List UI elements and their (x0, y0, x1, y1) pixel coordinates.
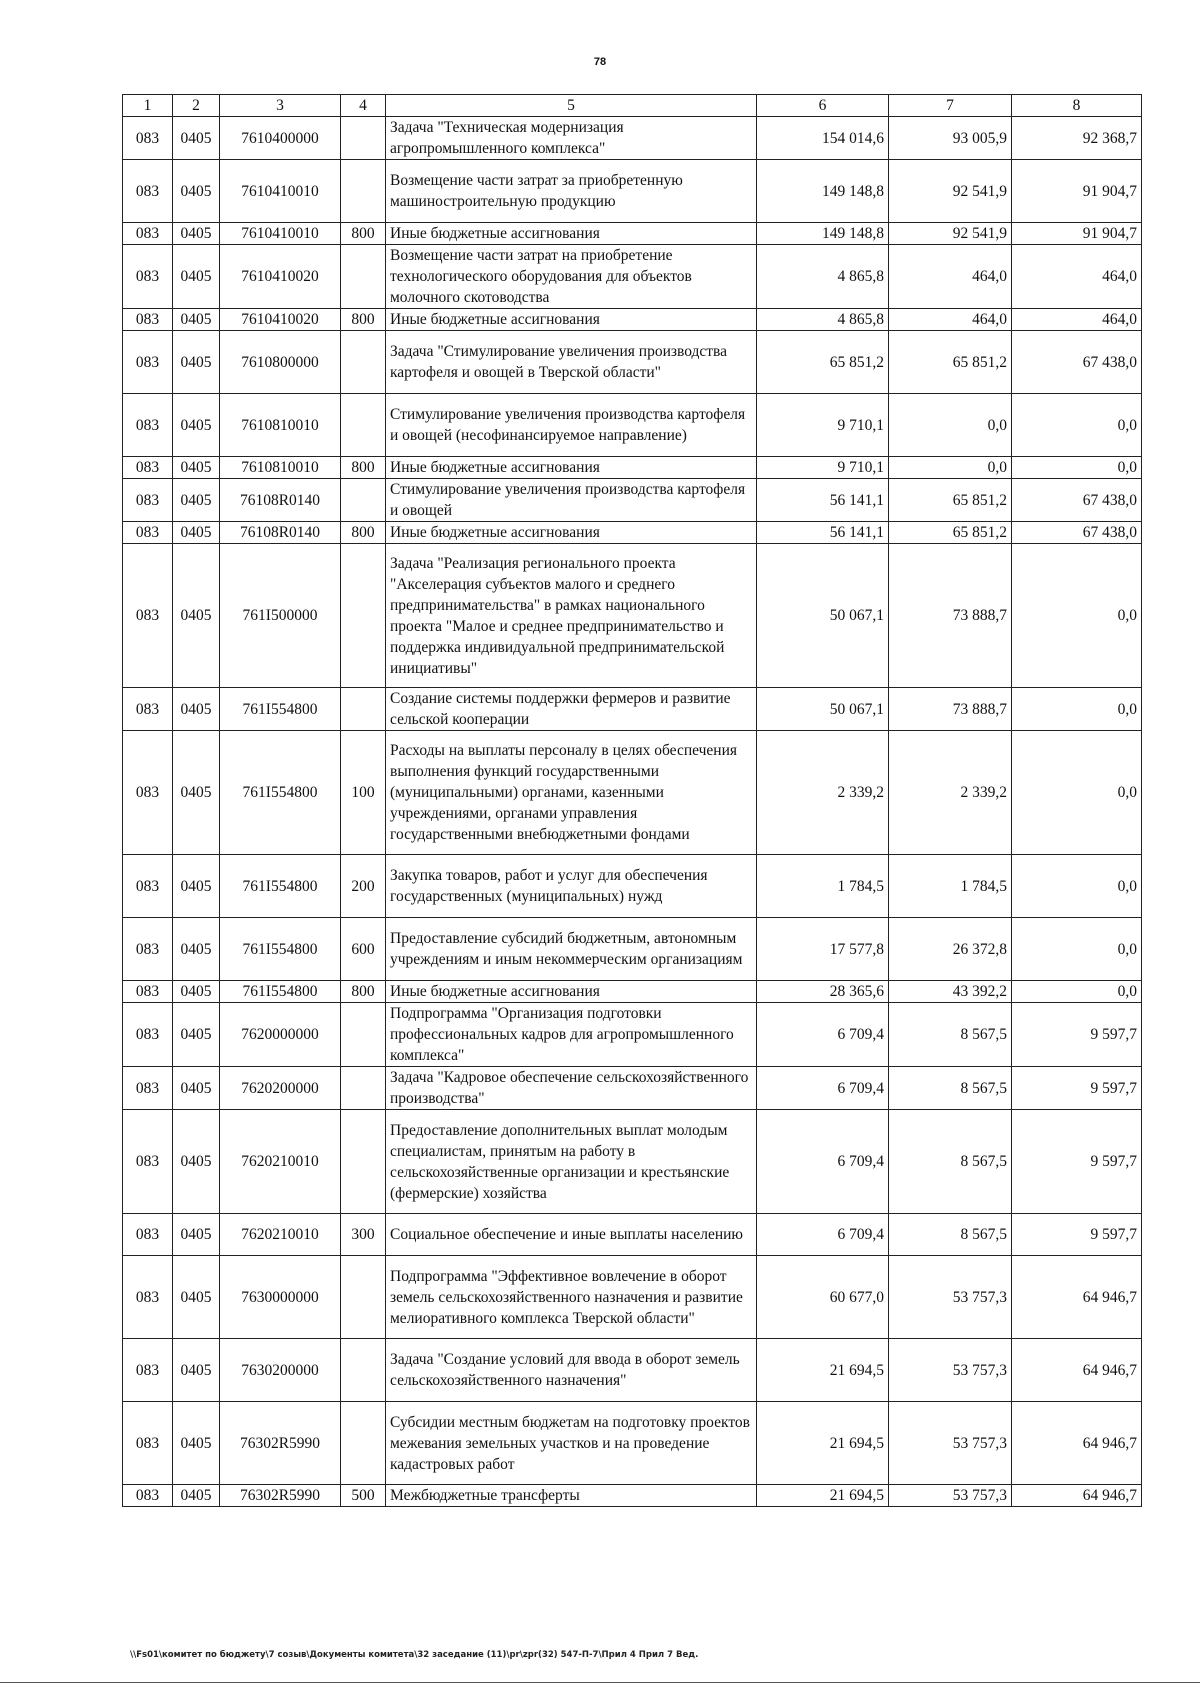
description-cell: Предоставление субсидий бюджетным, автономным учреждениям и иным некоммерческим организациям (386, 918, 757, 981)
table-row (123, 457, 1142, 479)
target-article-cell: 7620200000 (220, 1067, 341, 1110)
target-article-cell: 761I554800 (220, 731, 341, 855)
expense-type-cell (341, 1003, 386, 1067)
target-article-cell: 7610410020 (220, 309, 341, 331)
expense-type-cell (341, 1402, 386, 1485)
target-article-cell: 761I554800 (220, 855, 341, 918)
target-article-cell: 7610810010 (220, 394, 341, 457)
amount-year-3-cell: 9 597,7 (1012, 1110, 1142, 1214)
target-article-cell: 7620210010 (220, 1110, 341, 1214)
description-cell: Расходы на выплаты персоналу в целях обеспечения выполнения функций государственными (муниципальными) органами, казенными учреждениями, органами управления государственными внебюджетными фондами (386, 731, 757, 855)
amount-year-1-cell: 17 577,8 (757, 918, 889, 981)
description-cell: Стимулирование увеличения производства картофеля и овощей (несофинансируемое направление) (386, 394, 757, 457)
amount-year-1-cell: 9 710,1 (757, 394, 889, 457)
column-header-7: 7 (889, 95, 1012, 117)
amount-year-2-cell: 65 851,2 (889, 522, 1012, 544)
table-row (123, 117, 1142, 160)
amount-year-2-cell: 1 784,5 (889, 855, 1012, 918)
amount-year-1-cell: 4 865,8 (757, 245, 889, 309)
table-row (123, 309, 1142, 331)
table-row (123, 223, 1142, 245)
amount-year-1-cell: 9 710,1 (757, 457, 889, 479)
column-header-6: 6 (757, 95, 889, 117)
amount-year-1-cell: 50 067,1 (757, 688, 889, 731)
amount-year-2-cell: 0,0 (889, 394, 1012, 457)
admin-code-cell: 083 (123, 918, 173, 981)
target-article-cell: 76108R0140 (220, 479, 341, 522)
target-article-cell: 7620000000 (220, 1003, 341, 1067)
admin-code-cell: 083 (123, 331, 173, 394)
amount-year-1-cell: 154 014,6 (757, 117, 889, 160)
target-article-cell: 7610800000 (220, 331, 341, 394)
amount-year-1-cell: 1 784,5 (757, 855, 889, 918)
amount-year-2-cell: 2 339,2 (889, 731, 1012, 855)
target-article-cell: 76302R5990 (220, 1402, 341, 1485)
expense-type-cell: 100 (341, 731, 386, 855)
admin-code-cell: 083 (123, 855, 173, 918)
section-code-cell: 0405 (173, 544, 220, 688)
admin-code-cell: 083 (123, 1067, 173, 1110)
amount-year-1-cell: 6 709,4 (757, 1003, 889, 1067)
description-cell: Создание системы поддержки фермеров и развитие сельской кооперации (386, 688, 757, 731)
amount-year-2-cell: 8 567,5 (889, 1003, 1012, 1067)
table-row (123, 918, 1142, 981)
description-cell: Предоставление дополнительных выплат молодым специалистам, принятым на работу в сельскохозяйственные организации и крестьянские (фермерские) хозяйства (386, 1110, 757, 1214)
admin-code-cell: 083 (123, 1339, 173, 1402)
column-header-1: 1 (123, 95, 173, 117)
admin-code-cell: 083 (123, 394, 173, 457)
section-code-cell: 0405 (173, 479, 220, 522)
amount-year-2-cell: 53 757,3 (889, 1402, 1012, 1485)
table-row (123, 245, 1142, 309)
amount-year-1-cell: 21 694,5 (757, 1402, 889, 1485)
target-article-cell: 7630200000 (220, 1339, 341, 1402)
amount-year-2-cell: 53 757,3 (889, 1339, 1012, 1402)
amount-year-3-cell: 0,0 (1012, 394, 1142, 457)
expense-type-cell: 800 (341, 309, 386, 331)
amount-year-1-cell: 6 709,4 (757, 1214, 889, 1256)
admin-code-cell: 083 (123, 731, 173, 855)
table-row (123, 1110, 1142, 1214)
amount-year-1-cell: 4 865,8 (757, 309, 889, 331)
section-code-cell: 0405 (173, 117, 220, 160)
target-article-cell: 7610410010 (220, 223, 341, 245)
target-article-cell: 761I554800 (220, 688, 341, 731)
amount-year-2-cell: 0,0 (889, 457, 1012, 479)
target-article-cell: 7610400000 (220, 117, 341, 160)
amount-year-2-cell: 43 392,2 (889, 981, 1012, 1003)
expense-type-cell: 800 (341, 457, 386, 479)
amount-year-3-cell: 0,0 (1012, 918, 1142, 981)
column-number-row (123, 95, 1142, 117)
table-row (123, 981, 1142, 1003)
admin-code-cell: 083 (123, 309, 173, 331)
expense-type-cell (341, 245, 386, 309)
description-cell: Задача "Создание условий для ввода в оборот земель сельскохозяйственного назначения" (386, 1339, 757, 1402)
page-bottom-rule (0, 1682, 1200, 1683)
description-cell: Межбюджетные трансферты (386, 1485, 757, 1507)
expense-type-cell (341, 117, 386, 160)
amount-year-2-cell: 73 888,7 (889, 688, 1012, 731)
admin-code-cell: 083 (123, 981, 173, 1003)
section-code-cell: 0405 (173, 1485, 220, 1507)
table-row (123, 855, 1142, 918)
amount-year-3-cell: 9 597,7 (1012, 1003, 1142, 1067)
amount-year-3-cell: 67 438,0 (1012, 479, 1142, 522)
amount-year-3-cell: 91 904,7 (1012, 223, 1142, 245)
section-code-cell: 0405 (173, 1402, 220, 1485)
admin-code-cell: 083 (123, 1256, 173, 1339)
expense-type-cell: 300 (341, 1214, 386, 1256)
description-cell: Закупка товаров, работ и услуг для обеспечения государственных (муниципальных) нужд (386, 855, 757, 918)
target-article-cell: 7620210010 (220, 1214, 341, 1256)
description-cell: Иные бюджетные ассигнования (386, 522, 757, 544)
description-cell: Задача "Стимулирование увеличения производства картофеля и овощей в Тверской области" (386, 331, 757, 394)
amount-year-3-cell: 67 438,0 (1012, 331, 1142, 394)
admin-code-cell: 083 (123, 544, 173, 688)
amount-year-3-cell: 92 368,7 (1012, 117, 1142, 160)
admin-code-cell: 083 (123, 160, 173, 223)
amount-year-1-cell: 6 709,4 (757, 1110, 889, 1214)
section-code-cell: 0405 (173, 309, 220, 331)
amount-year-3-cell: 0,0 (1012, 544, 1142, 688)
admin-code-cell: 083 (123, 1402, 173, 1485)
section-code-cell: 0405 (173, 457, 220, 479)
amount-year-1-cell: 56 141,1 (757, 479, 889, 522)
expense-type-cell: 800 (341, 223, 386, 245)
target-article-cell: 76302R5990 (220, 1485, 341, 1507)
amount-year-2-cell: 65 851,2 (889, 479, 1012, 522)
expense-type-cell: 800 (341, 522, 386, 544)
description-cell: Субсидии местным бюджетам на подготовку проектов межевания земельных участков и на проведение кадастровых работ (386, 1402, 757, 1485)
table-row (123, 160, 1142, 223)
table-row (123, 731, 1142, 855)
section-code-cell: 0405 (173, 1339, 220, 1402)
amount-year-3-cell: 464,0 (1012, 309, 1142, 331)
expense-type-cell (341, 1067, 386, 1110)
section-code-cell: 0405 (173, 1256, 220, 1339)
admin-code-cell: 083 (123, 117, 173, 160)
amount-year-2-cell: 73 888,7 (889, 544, 1012, 688)
target-article-cell: 76108R0140 (220, 522, 341, 544)
amount-year-2-cell: 92 541,9 (889, 160, 1012, 223)
admin-code-cell: 083 (123, 688, 173, 731)
expense-type-cell: 500 (341, 1485, 386, 1507)
budget-table (122, 94, 1142, 1507)
amount-year-3-cell: 91 904,7 (1012, 160, 1142, 223)
section-code-cell: 0405 (173, 981, 220, 1003)
table-row (123, 479, 1142, 522)
amount-year-1-cell: 65 851,2 (757, 331, 889, 394)
table-row (123, 1402, 1142, 1485)
target-article-cell: 7610410010 (220, 160, 341, 223)
column-header-4: 4 (341, 95, 386, 117)
amount-year-1-cell: 21 694,5 (757, 1485, 889, 1507)
page-number: 78 (593, 56, 607, 68)
description-cell: Иные бюджетные ассигнования (386, 309, 757, 331)
section-code-cell: 0405 (173, 160, 220, 223)
section-code-cell: 0405 (173, 855, 220, 918)
amount-year-2-cell: 26 372,8 (889, 918, 1012, 981)
amount-year-2-cell: 8 567,5 (889, 1067, 1012, 1110)
description-cell: Социальное обеспечение и иные выплаты населению (386, 1214, 757, 1256)
table-row (123, 688, 1142, 731)
section-code-cell: 0405 (173, 223, 220, 245)
description-cell: Иные бюджетные ассигнования (386, 981, 757, 1003)
expense-type-cell (341, 160, 386, 223)
table-row (123, 522, 1142, 544)
target-article-cell: 761I554800 (220, 981, 341, 1003)
description-cell: Задача "Кадровое обеспечение сельскохозяйственного производства" (386, 1067, 757, 1110)
amount-year-1-cell: 149 148,8 (757, 160, 889, 223)
expense-type-cell (341, 394, 386, 457)
column-header-5: 5 (386, 95, 757, 117)
expense-type-cell (341, 1110, 386, 1214)
section-code-cell: 0405 (173, 731, 220, 855)
amount-year-3-cell: 64 946,7 (1012, 1339, 1142, 1402)
table-row (123, 394, 1142, 457)
amount-year-2-cell: 464,0 (889, 245, 1012, 309)
amount-year-3-cell: 464,0 (1012, 245, 1142, 309)
admin-code-cell: 083 (123, 1003, 173, 1067)
description-cell: Иные бюджетные ассигнования (386, 457, 757, 479)
target-article-cell: 761I500000 (220, 544, 341, 688)
section-code-cell: 0405 (173, 1214, 220, 1256)
admin-code-cell: 083 (123, 479, 173, 522)
expense-type-cell (341, 331, 386, 394)
amount-year-2-cell: 8 567,5 (889, 1214, 1012, 1256)
section-code-cell: 0405 (173, 394, 220, 457)
expense-type-cell (341, 1256, 386, 1339)
description-cell: Возмещение части затрат на приобретение технологического оборудования для объектов молочного скотоводства (386, 245, 757, 309)
amount-year-1-cell: 28 365,6 (757, 981, 889, 1003)
amount-year-3-cell: 0,0 (1012, 457, 1142, 479)
amount-year-2-cell: 65 851,2 (889, 331, 1012, 394)
amount-year-3-cell: 64 946,7 (1012, 1485, 1142, 1507)
admin-code-cell: 083 (123, 1110, 173, 1214)
column-header-3: 3 (220, 95, 341, 117)
file-path-footer: \\Fs01\комитет по бюджету\7 созыв\Документы комитета\32 заседание (11)\pr\zpr(32) 547-П-7\Прил 4 Прил 7 Вед. (130, 1650, 699, 1660)
section-code-cell: 0405 (173, 918, 220, 981)
section-code-cell: 0405 (173, 245, 220, 309)
amount-year-1-cell: 149 148,8 (757, 223, 889, 245)
table-row (123, 1214, 1142, 1256)
expense-type-cell (341, 479, 386, 522)
section-code-cell: 0405 (173, 1067, 220, 1110)
amount-year-1-cell: 6 709,4 (757, 1067, 889, 1110)
table-row (123, 1485, 1142, 1507)
amount-year-3-cell: 0,0 (1012, 855, 1142, 918)
expense-type-cell (341, 544, 386, 688)
description-cell: Подпрограмма "Организация подготовки профессиональных кадров для агропромышленного комплекса" (386, 1003, 757, 1067)
amount-year-1-cell: 50 067,1 (757, 544, 889, 688)
column-header-8: 8 (1012, 95, 1142, 117)
table-row (123, 1067, 1142, 1110)
table-row (123, 1339, 1142, 1402)
admin-code-cell: 083 (123, 457, 173, 479)
table-row (123, 544, 1142, 688)
amount-year-1-cell: 2 339,2 (757, 731, 889, 855)
description-cell: Стимулирование увеличения производства картофеля и овощей (386, 479, 757, 522)
description-cell: Возмещение части затрат за приобретенную машиностроительную продукцию (386, 160, 757, 223)
section-code-cell: 0405 (173, 1003, 220, 1067)
description-cell: Подпрограмма "Эффективное вовлечение в оборот земель сельскохозяйственного назначения и развитие мелиоративного комплекса Тверской области" (386, 1256, 757, 1339)
admin-code-cell: 083 (123, 522, 173, 544)
section-code-cell: 0405 (173, 1110, 220, 1214)
expense-type-cell: 800 (341, 981, 386, 1003)
target-article-cell: 7610810010 (220, 457, 341, 479)
description-cell: Задача "Техническая модернизация агропромышленного комплекса" (386, 117, 757, 160)
amount-year-2-cell: 53 757,3 (889, 1256, 1012, 1339)
section-code-cell: 0405 (173, 331, 220, 394)
target-article-cell: 761I554800 (220, 918, 341, 981)
expense-type-cell (341, 688, 386, 731)
admin-code-cell: 083 (123, 1485, 173, 1507)
amount-year-3-cell: 9 597,7 (1012, 1214, 1142, 1256)
expense-type-cell: 200 (341, 855, 386, 918)
expense-type-cell (341, 1339, 386, 1402)
admin-code-cell: 083 (123, 1214, 173, 1256)
description-cell: Иные бюджетные ассигнования (386, 223, 757, 245)
section-code-cell: 0405 (173, 522, 220, 544)
amount-year-2-cell: 92 541,9 (889, 223, 1012, 245)
table-row (123, 1256, 1142, 1339)
table-row (123, 331, 1142, 394)
amount-year-2-cell: 93 005,9 (889, 117, 1012, 160)
amount-year-3-cell: 0,0 (1012, 688, 1142, 731)
amount-year-3-cell: 0,0 (1012, 731, 1142, 855)
target-article-cell: 7610410020 (220, 245, 341, 309)
amount-year-3-cell: 67 438,0 (1012, 522, 1142, 544)
admin-code-cell: 083 (123, 223, 173, 245)
amount-year-3-cell: 64 946,7 (1012, 1256, 1142, 1339)
column-header-2: 2 (173, 95, 220, 117)
amount-year-3-cell: 0,0 (1012, 981, 1142, 1003)
section-code-cell: 0405 (173, 688, 220, 731)
amount-year-1-cell: 60 677,0 (757, 1256, 889, 1339)
admin-code-cell: 083 (123, 245, 173, 309)
amount-year-1-cell: 56 141,1 (757, 522, 889, 544)
amount-year-2-cell: 8 567,5 (889, 1110, 1012, 1214)
amount-year-1-cell: 21 694,5 (757, 1339, 889, 1402)
amount-year-2-cell: 464,0 (889, 309, 1012, 331)
target-article-cell: 7630000000 (220, 1256, 341, 1339)
table-row (123, 1003, 1142, 1067)
amount-year-3-cell: 9 597,7 (1012, 1067, 1142, 1110)
amount-year-3-cell: 64 946,7 (1012, 1402, 1142, 1485)
amount-year-2-cell: 53 757,3 (889, 1485, 1012, 1507)
description-cell: Задача "Реализация регионального проекта "Акселерация субъектов малого и среднего предпринимательства" в рамках национального проекта "Малое и среднее предпринимательство и поддержка индивидуальной предпринимательской инициативы" (386, 544, 757, 688)
expense-type-cell: 600 (341, 918, 386, 981)
